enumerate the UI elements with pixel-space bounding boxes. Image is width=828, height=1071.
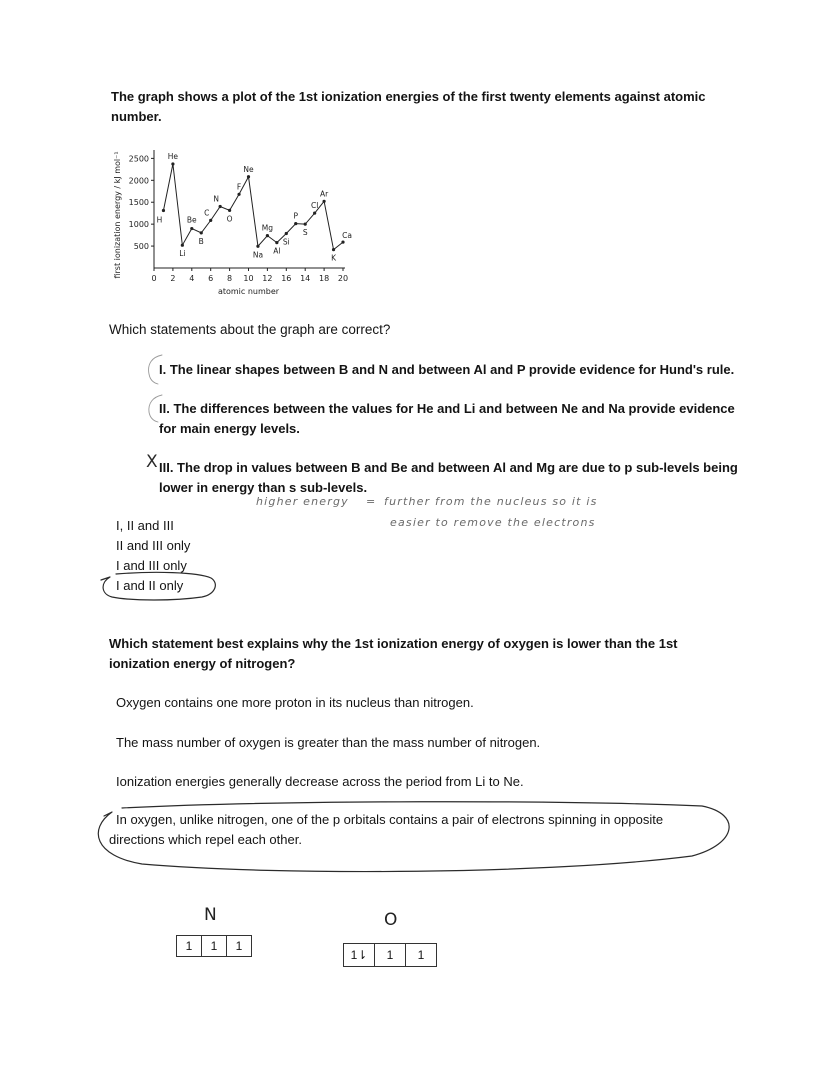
chart-x-axis-label: atomic number xyxy=(217,287,280,296)
q2-option-2[interactable]: The mass number of oxygen is greater than the mass number of nitrogen. xyxy=(116,735,541,750)
chart-x-tick-label: 4 xyxy=(189,274,195,283)
chart-point-label: O xyxy=(226,214,233,224)
nitrogen-orbital-boxes xyxy=(176,935,252,957)
oxygen-orbital-boxes xyxy=(343,943,437,967)
ionization-energy-chart xyxy=(108,142,368,322)
chart-point-label: Be xyxy=(186,215,197,225)
chart-point-label: Ar xyxy=(319,189,329,199)
chart-point-label: C xyxy=(204,208,210,218)
chart-point-label: Si xyxy=(282,237,290,247)
chart-point-label: H xyxy=(156,215,163,225)
chart-point-label: Mg xyxy=(261,223,274,233)
chart-point-label: Ca xyxy=(342,231,352,241)
chart-data-point xyxy=(190,227,193,230)
selection-circle-icon xyxy=(98,569,220,603)
chart-point-label: Al xyxy=(273,246,281,256)
oxygen-label: O xyxy=(384,910,398,930)
chart-point-label: He xyxy=(167,151,179,161)
chart-y-tick-label: 1000 xyxy=(128,220,149,230)
nitrogen-orbital-box: 1 xyxy=(235,939,243,953)
chart-data-point xyxy=(313,212,316,215)
oxygen-orbital-box: 1⇂ xyxy=(344,944,375,966)
chart-data-point xyxy=(171,162,174,165)
chart-x-tick-label: 10 xyxy=(243,274,254,283)
chart-data-point xyxy=(332,248,335,251)
statement-1: I. The linear shapes between B and N and between Al and P provide evidence for Hund's rule. xyxy=(159,362,735,377)
chart-y-axis-label: first ionization energy / kJ mol⁻¹ xyxy=(113,151,122,279)
q2-option-3[interactable]: Ionization energies generally decrease across the period from Li to Ne. xyxy=(116,774,524,789)
question-1-prompt: The graph shows a plot of the 1st ionization energies of the first twenty elements against atomic number. xyxy=(111,89,706,124)
selection-ellipse-icon xyxy=(82,794,742,880)
nitrogen-orbital-box: 1 xyxy=(177,936,202,956)
nitrogen-orbital-box: 1 xyxy=(202,936,227,956)
chart-data-point xyxy=(209,219,212,222)
chart-data-point xyxy=(304,223,307,226)
handwritten-note-higher-energy: higher energy xyxy=(256,495,349,508)
chart-data-point xyxy=(294,222,297,225)
chart-y-tick-label: 1500 xyxy=(128,198,149,208)
chart-y-tick-label: 2000 xyxy=(128,176,149,186)
chart-x-tick-label: 14 xyxy=(300,274,311,283)
q2-option-1[interactable]: Oxygen contains one more proton in its nucleus than nitrogen. xyxy=(116,695,474,710)
chart-data-point xyxy=(323,200,326,203)
chart-point-label: Na xyxy=(252,250,264,260)
chart-x-tick-label: 18 xyxy=(319,274,330,283)
chart-point-label: S xyxy=(302,228,308,238)
chart-point-label: Ne xyxy=(243,164,254,174)
chart-x-tick-label: 2 xyxy=(170,274,176,283)
chart-data-point xyxy=(228,209,231,212)
option-4-selected[interactable]: I and II only xyxy=(116,578,184,593)
chart-point-label: K xyxy=(331,253,337,263)
handwritten-note-further: further from the nucleus so it is xyxy=(384,495,598,508)
oxygen-orbital-box: 1 xyxy=(375,944,406,966)
chart-data-point xyxy=(181,244,184,247)
chart-x-tick-label: 8 xyxy=(227,274,233,283)
cross-mark-icon: X xyxy=(146,452,158,472)
nitrogen-label: N xyxy=(204,905,217,925)
chart-point-label: F xyxy=(236,182,242,192)
oxygen-orbital-box: 1 xyxy=(417,948,425,962)
chart-data-point xyxy=(237,193,240,196)
handwritten-note-equals: = xyxy=(366,495,377,508)
chart-data-point xyxy=(266,234,269,237)
chart-point-label: B xyxy=(198,236,204,246)
handwritten-note-easier: easier to remove the electrons xyxy=(390,516,596,529)
chart-data-point xyxy=(219,205,222,208)
chart-point-label: P xyxy=(293,211,299,221)
chart-data-point xyxy=(200,231,203,234)
question-1-follow-up: Which statements about the graph are correct? xyxy=(109,322,391,337)
chart-x-tick-label: 20 xyxy=(337,274,349,283)
chart-point-label: Cl xyxy=(310,201,319,211)
chart-data-point xyxy=(275,241,278,244)
chart-data-point xyxy=(285,232,288,235)
chart-x-tick-label: 0 xyxy=(151,274,157,283)
chart-point-label: N xyxy=(213,194,219,204)
chart-data-point xyxy=(341,241,344,244)
chart-data-point xyxy=(247,175,250,178)
option-3[interactable]: I and III only xyxy=(116,558,187,573)
chart-y-tick-label: 500 xyxy=(133,242,149,252)
chart-y-tick-label: 2500 xyxy=(128,154,149,164)
chart-x-tick-label: 6 xyxy=(208,274,214,283)
statement-2: II. The differences between the values for He and Li and between Ne and Na provide evidence for main energy levels. xyxy=(159,401,735,436)
chart-x-tick-label: 12 xyxy=(262,274,273,283)
chart-point-label: Li xyxy=(179,249,186,259)
option-2[interactable]: II and III only xyxy=(116,538,191,553)
chart-x-tick-label: 16 xyxy=(281,274,292,283)
chart-data-point xyxy=(162,209,165,212)
chart-data-point xyxy=(256,245,259,248)
q2-option-4-selected[interactable]: In oxygen, unlike nitrogen, one of the p orbitals contains a pair of electrons spinning in opposite directions which repel each other. xyxy=(109,812,664,847)
option-1[interactable]: I, II and III xyxy=(116,518,174,533)
statement-3: III. The drop in values between B and Be and between Al and Mg are due to p sub-levels being lower in energy than s sub-levels. xyxy=(159,460,738,495)
question-2-prompt: Which statement best explains why the 1st ionization energy of oxygen is lower than the 1st ionization energy of nitrogen? xyxy=(109,636,678,671)
